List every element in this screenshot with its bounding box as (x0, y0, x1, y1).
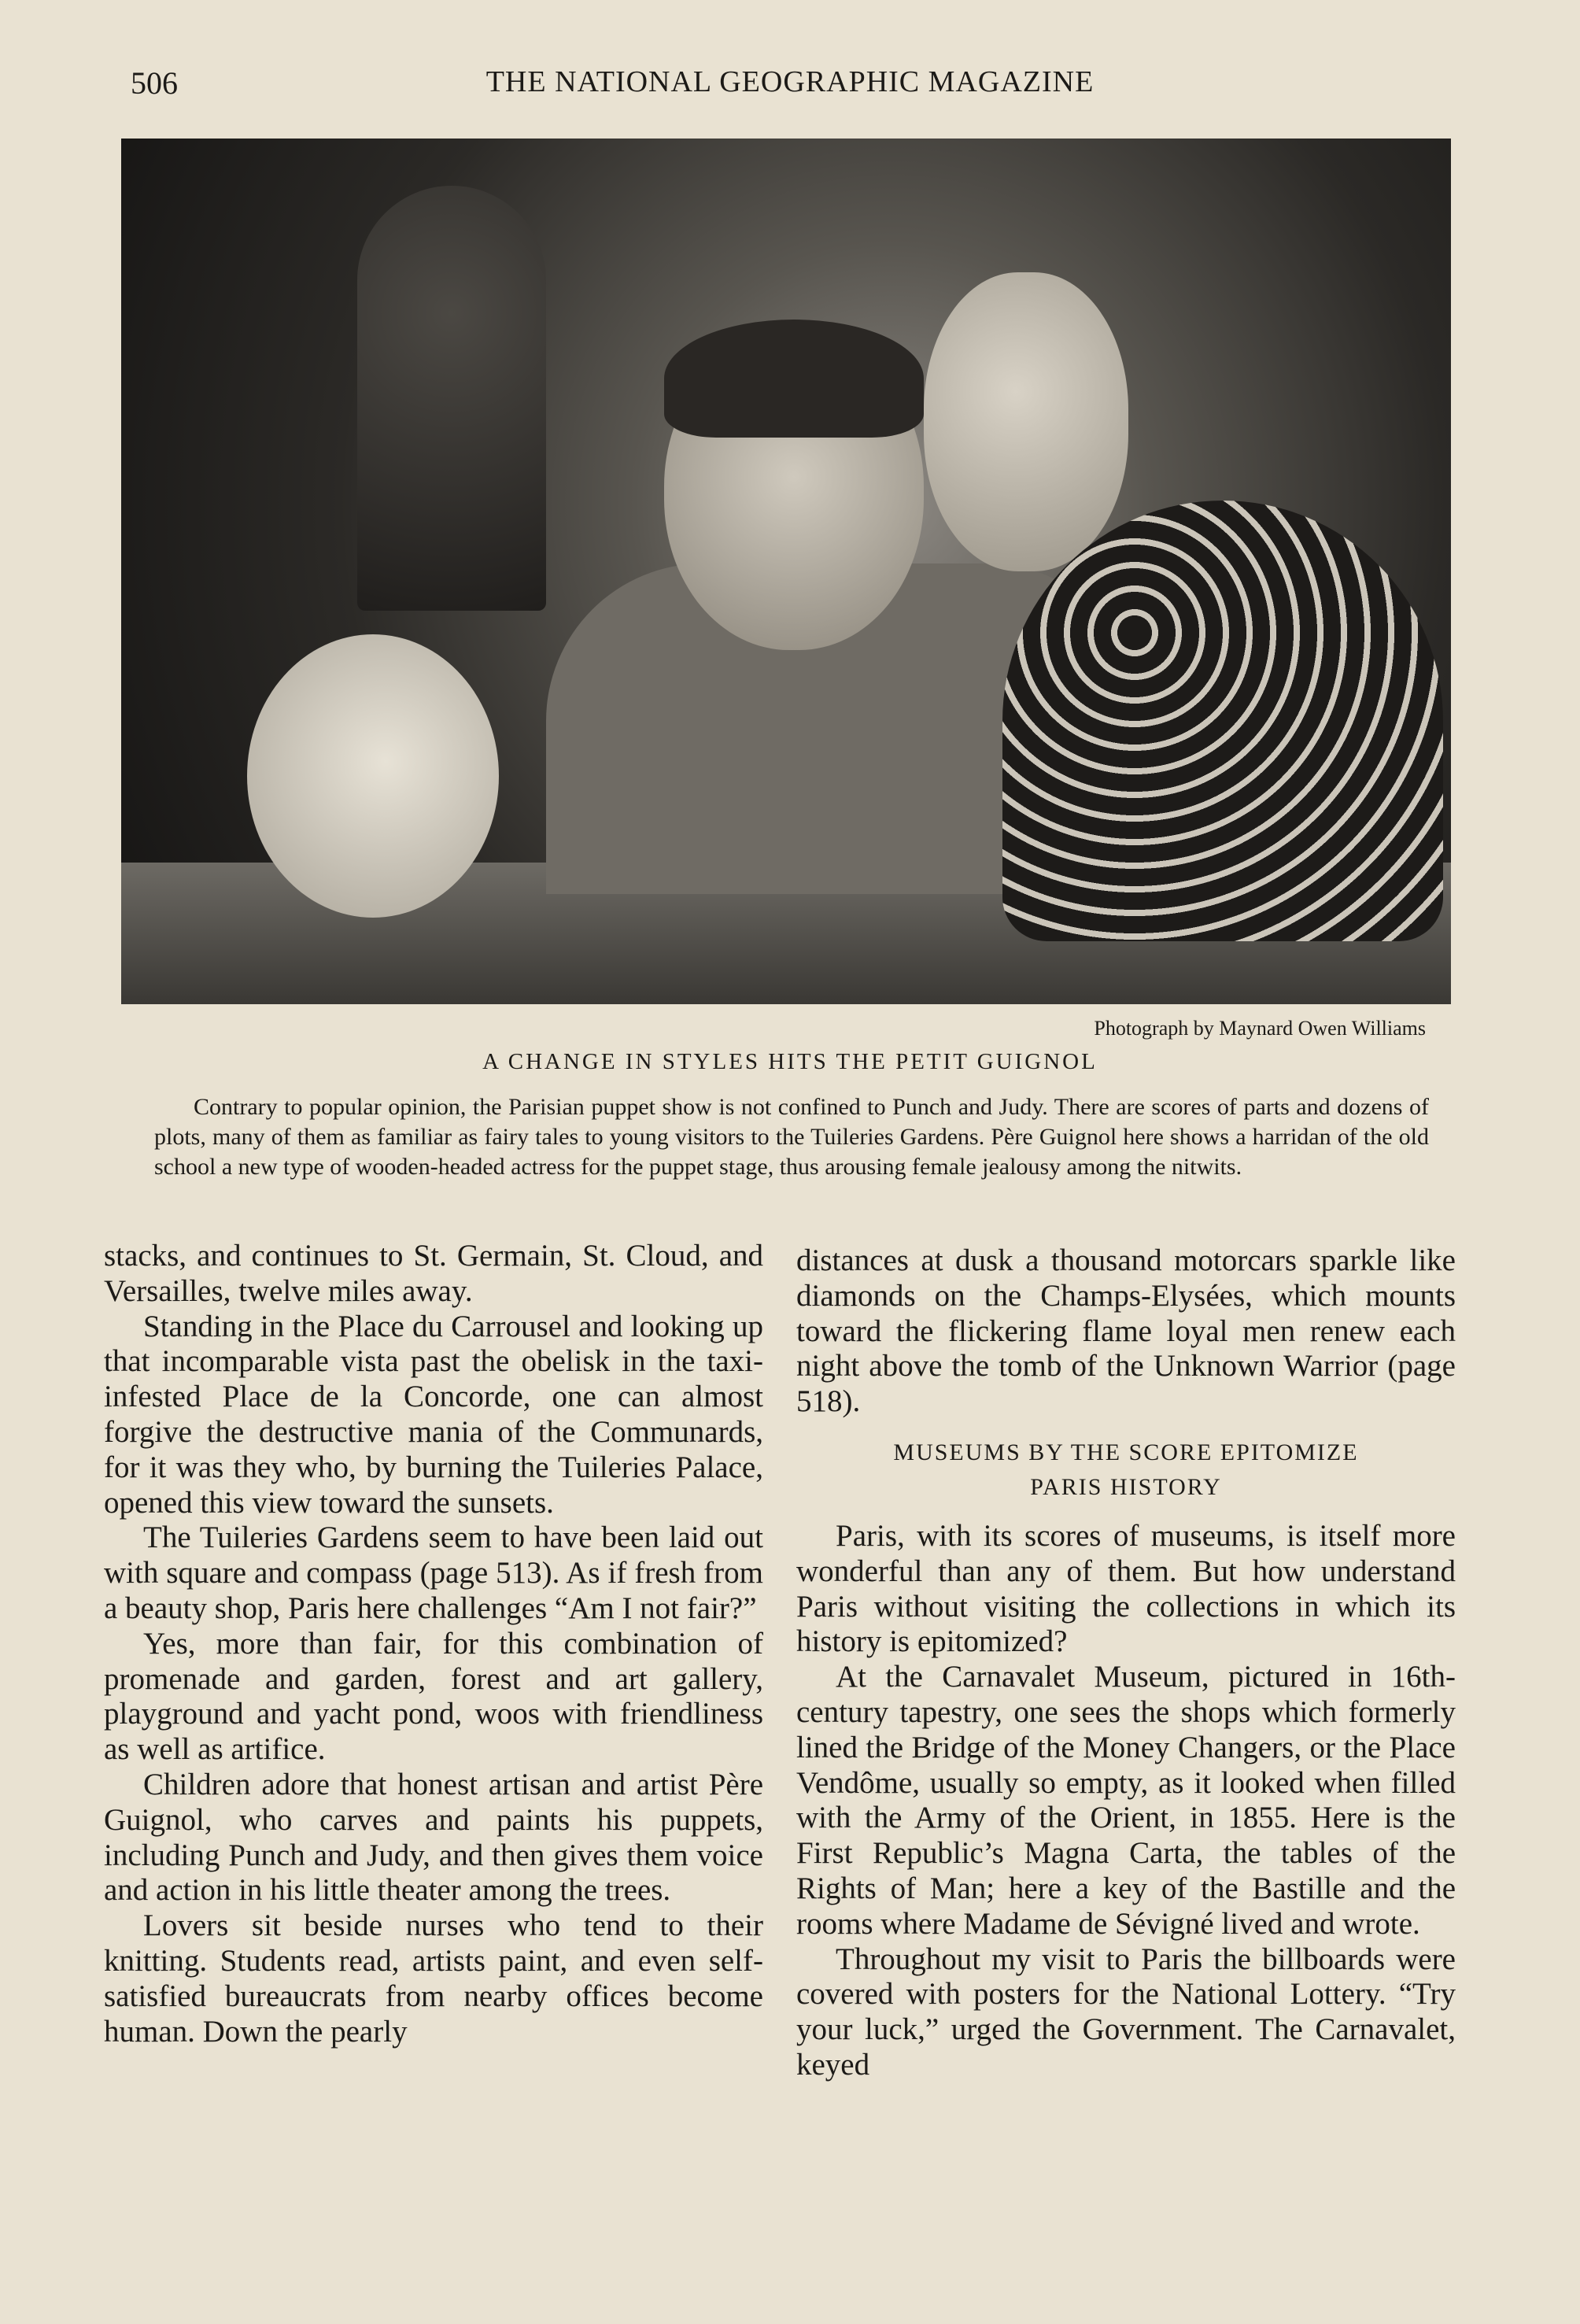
right-paragraph: At the Carnavalet Museum, pictured in 16th-century tapestry, one sees the shops which formerly lined the Bridge of the Money Changers, or the Place Vendôme, usually so empty, as it looked when filled with the Army of the Orient, in 1855. Here is the First Republic’s Magna Carta, the tables of the Rights of Man; here a key of the Bastille and the rooms where Madame de Sévigné lived and wrote. (796, 1660, 1456, 1941)
right-paragraph: Throughout my visit to Paris the billboards were covered with posters for the National Lottery. “Try your luck,” urged the Government. The Carnavalet, keyed (796, 1942, 1456, 2082)
section-heading-line: PARIS HISTORY (1030, 1473, 1222, 1500)
left-paragraph: Yes, more than fair, for this combination of promenade and garden, forest and art gallery, playground and yacht pond, woos with friendliness as well as artifice. (104, 1626, 763, 1767)
photograph (121, 139, 1451, 1004)
right-column (796, 1243, 1456, 2083)
section-heading-line: MUSEUMS BY THE SCORE EPITOMIZE (893, 1439, 1359, 1465)
caption-title: A CHANGE IN STYLES HITS THE PETIT GUIGNOL (482, 1049, 1098, 1074)
puppet-harridan-head (924, 272, 1128, 571)
section-heading (796, 1435, 1456, 1505)
pillar (357, 186, 546, 611)
right-intro-paragraph: distances at dusk a thousand motorcars sparkle like diamonds on the Champs-Elysées, which mounts toward the flickering flame loyal men renew each night above the tomb of the Unknown Warrior (page 518). (796, 1243, 1456, 1419)
man-hair (664, 320, 924, 438)
caption-paragraph: Contrary to popular opinion, the Parisian puppet show is not confined to Punch and Judy. There are scores of parts and dozens of plots, many of them as familiar as fairy tales to young visitors to the Tuileries Gardens. Père Guignol here shows a harridan of the old school a new type of wooden-headed actress for the puppet stage, thus arousing female jealousy among the nitwits. (154, 1094, 1429, 1180)
left-paragraph: The Tuileries Gardens seem to have been laid out with square and compass (page 513). As if fresh from a beauty shop, Paris here challenges “Am I not fair?” (104, 1520, 763, 1625)
left-paragraph: Lovers sit beside nurses who tend to their knitting. Students read, artists paint, and even self-satisfied bureaucrats from nearby offices become human. Down the pearly (104, 1908, 763, 2049)
running-head: THE NATIONAL GEOGRAPHIC MAGAZINE (485, 65, 1095, 98)
left-paragraph: Standing in the Place du Carrousel and looking up that incomparable vista past the obelisk in the taxi-infested Place de la Concorde, one can almost forgive the destructive mania of the Communards, for it was they who, by burning the Tuileries Palace, opened this view toward the sunsets. (104, 1309, 763, 1520)
left-column (104, 1239, 763, 2049)
page-number: 506 (131, 65, 178, 101)
left-paragraph: stacks, and continues to St. Germain, St. Cloud, and Versailles, twelve miles away. (104, 1239, 763, 1308)
puppet-actress-head (247, 634, 499, 918)
right-paragraph: Paris, with its scores of museums, is itself more wonderful than any of them. But how understand Paris without visiting the collections in which its history is epitomized? (796, 1518, 1456, 1659)
left-paragraph: Children adore that honest artisan and artist Père Guignol, who carves and paints his puppets, including Punch and Judy, and then gives them voice and action in his little theater among the trees. (104, 1767, 763, 1908)
puppet-harridan-dress (1002, 501, 1443, 941)
caption-text (154, 1092, 1429, 1182)
photo-credit: Photograph by Maynard Owen Williams (1094, 1017, 1426, 1040)
